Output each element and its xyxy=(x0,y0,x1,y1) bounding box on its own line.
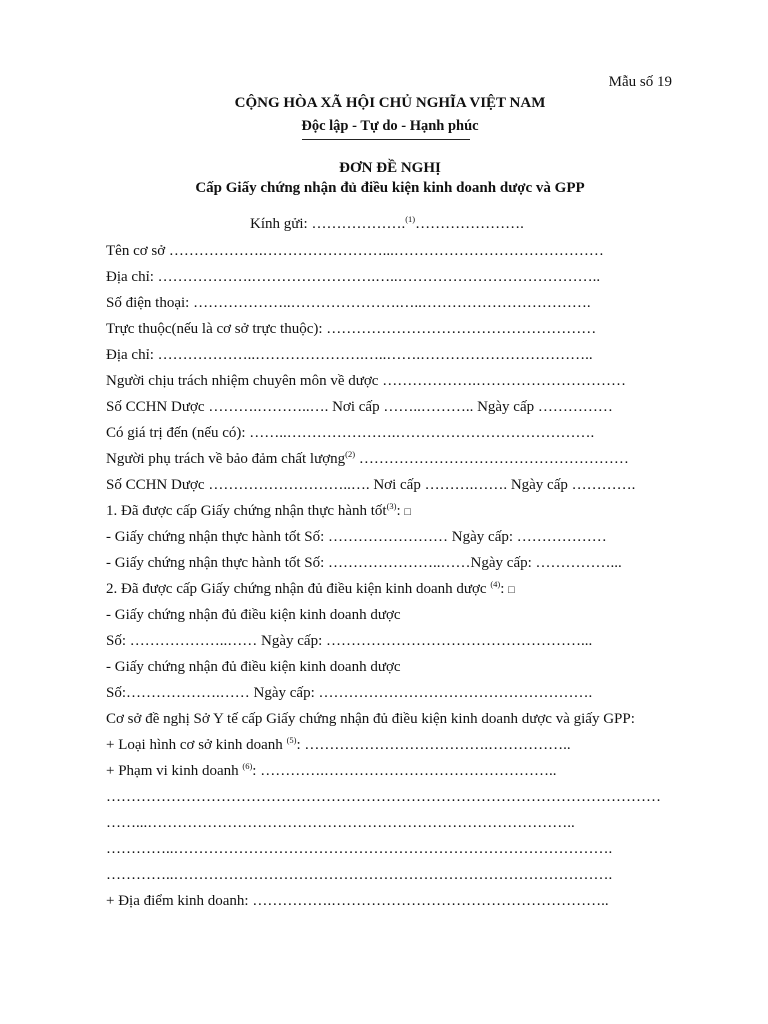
form-field-line xyxy=(106,658,401,676)
form-field-line xyxy=(106,580,515,599)
addressee-text: Kính gửi: ………………. xyxy=(250,216,406,232)
form-field-line xyxy=(106,476,635,494)
form-field-line xyxy=(106,372,626,390)
form-field-text: - Giấy chứng nhận thực hành tốt Số: …………………..……Ngày cấp: ……………... xyxy=(106,555,622,571)
form-field-line xyxy=(106,840,612,858)
footnote-marker: (1) xyxy=(405,214,416,224)
form-field-line xyxy=(106,294,591,312)
form-field-line xyxy=(106,606,401,624)
form-field-dots: : ……………………………….…………….. xyxy=(296,737,571,753)
national-motto: Độc lập - Tự do - Hạnh phúc xyxy=(301,118,479,134)
footnote-marker: (6) xyxy=(242,761,253,771)
form-field-text: - Giấy chứng nhận thực hành tốt Số: …………………… Ngày cấp: ……………… xyxy=(106,529,607,545)
form-field-text: Số CCHN Dược ………………………..…. Nơi cấp ……….……. Ngày cấp …………. xyxy=(106,477,636,493)
form-field-line xyxy=(106,528,607,546)
form-field-line xyxy=(106,788,661,806)
form-field-text: Trực thuộc(nếu là cơ sở trực thuộc): ……………………………………………… xyxy=(106,321,597,337)
addressee-dots: …………………. xyxy=(415,216,524,232)
form-field-text: 2. Đã được cấp Giấy chứng nhận đủ điều kiện kinh doanh dược xyxy=(106,581,491,597)
form-field-line xyxy=(106,242,604,260)
form-field-line xyxy=(106,632,592,650)
form-field-text: ……...………………………………………………………………………….. xyxy=(106,815,575,831)
form-field-text: + Phạm vi kinh doanh xyxy=(106,763,243,779)
form-field-text: Tên cơ sở ……………….……………………...…………………………………… xyxy=(106,243,604,259)
footnote-marker: (4) xyxy=(490,579,501,589)
form-field-text: …………..……………………………………………………………………………. xyxy=(106,867,613,883)
form-subtitle: Cấp Giấy chứng nhận đủ điều kiện kinh doanh dược và GPP xyxy=(195,180,585,196)
checkbox[interactable]: □ xyxy=(404,506,412,518)
form-field-text: …………..……………………………………………………………………………. xyxy=(106,841,613,857)
form-field-line xyxy=(106,450,629,468)
form-field-line xyxy=(106,398,613,416)
form-number: Mẫu số 19 xyxy=(608,74,672,90)
form-field-dots: : ………….……………………………………….. xyxy=(252,763,557,779)
form-field-text: Số:……………….…… Ngày cấp: ………………………………………………. xyxy=(106,685,593,701)
form-field-text: + Địa điểm kinh doanh: …………….……………………………………………….. xyxy=(106,893,609,909)
form-field-text: Số điện thoại: ………………..………………….…..……………………………. xyxy=(106,295,591,311)
form-field-text: 1. Đã được cấp Giấy chứng nhận thực hành tốt xyxy=(106,503,387,519)
country-name-heading: CỘNG HÒA XÃ HỘI CHỦ NGHĨA VIỆT NAM xyxy=(234,95,546,111)
form-field-text: Địa chỉ: ………………..………………….…..…….…………………………….. xyxy=(106,347,593,363)
form-field-text: Cơ sở đề nghị Sở Y tế cấp Giấy chứng nhận đủ điều kiện kinh doanh dược và giấy GPP: xyxy=(106,711,635,727)
form-field-text: + Loại hình cơ sở kinh doanh xyxy=(106,737,287,753)
form-field-line xyxy=(106,346,593,364)
form-field-line xyxy=(106,554,622,572)
form-title: ĐƠN ĐỀ NGHỊ xyxy=(339,160,441,176)
form-field-text: - Giấy chứng nhận đủ điều kiện kinh doanh dược xyxy=(106,659,401,675)
form-field-line xyxy=(106,502,411,521)
form-field-line xyxy=(106,268,600,286)
form-field-line xyxy=(106,710,635,728)
footnote-marker: (2) xyxy=(345,449,356,459)
form-field-text: Người chịu trách nhiệm chuyên môn về dược ……………….………………………… xyxy=(106,373,626,389)
form-field-line xyxy=(106,424,594,442)
form-field-colon: : xyxy=(500,581,509,597)
form-field-text: - Giấy chứng nhận đủ điều kiện kinh doanh dược xyxy=(106,607,401,623)
form-field-colon: : xyxy=(396,503,405,519)
form-field-dots: ……………………………………………… xyxy=(355,451,629,467)
form-field-line xyxy=(106,866,612,884)
addressee-line xyxy=(250,216,524,233)
form-field-line xyxy=(106,762,556,780)
form-field-text: Số CCHN Dược ……….………..…. Nơi cấp ……..……….. Ngày cấp …………… xyxy=(106,399,613,415)
form-field-text: ………………………………………………………………………………………………… xyxy=(106,789,661,805)
footnote-marker: (5) xyxy=(286,735,297,745)
motto-underline xyxy=(302,139,470,140)
form-field-text: Có giá trị đến (nếu có): ……..………………….…………………………………. xyxy=(106,425,595,441)
form-field-line xyxy=(106,814,575,832)
form-field-line xyxy=(106,736,571,754)
form-field-text: Địa chỉ: ……………….…………………….…..………………………………….. xyxy=(106,269,601,285)
form-field-line xyxy=(106,684,592,702)
form-field-text: Người phụ trách về bảo đảm chất lượng xyxy=(106,451,346,467)
form-field-text: Số: ………………..…… Ngày cấp: ……………………………………………... xyxy=(106,633,593,649)
form-field-line xyxy=(106,892,609,910)
checkbox[interactable]: □ xyxy=(508,584,515,596)
form-field-line xyxy=(106,320,596,338)
footnote-marker: (3) xyxy=(386,501,397,511)
